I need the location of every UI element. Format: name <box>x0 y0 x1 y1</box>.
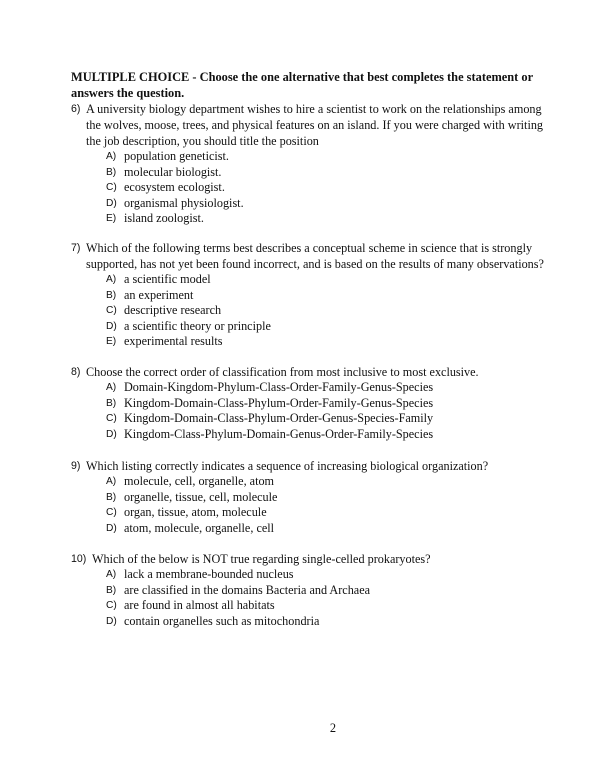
option-c <box>71 505 551 521</box>
option-letter: A) <box>106 382 117 393</box>
option-letter: C) <box>106 600 117 612</box>
option-a <box>71 474 551 490</box>
question-9 <box>71 458 551 536</box>
question-10 <box>71 551 551 629</box>
option-b <box>71 288 551 304</box>
option-letter: B) <box>106 584 117 596</box>
question-text: A university biology department wishes to hire a scientist to work on the relationships among the wolves, moose, trees, and physical features on an island. If you were charged with writing the job description, you should title the position <box>86 102 544 148</box>
question-text: Which of the below is NOT true regarding single-celled prokaryotes? <box>92 552 431 566</box>
option-text: contain organelles such as mitochondria <box>124 613 320 628</box>
option-letter: B) <box>106 397 117 409</box>
question-stem <box>71 551 551 567</box>
question-text: Which listing correctly indicates a sequence of increasing biological organization? <box>86 459 489 473</box>
option-d <box>71 196 551 212</box>
answer-options <box>71 474 551 536</box>
option-letter: D) <box>106 522 117 534</box>
option-a <box>71 380 551 396</box>
question-stem <box>71 364 551 380</box>
option-text: population geneticist. <box>124 149 229 163</box>
option-c <box>71 411 551 427</box>
option-d <box>71 614 551 630</box>
option-text: Kingdom-Class-Phylum-Domain-Genus-Order-Family-Species <box>124 426 434 441</box>
question-stem <box>71 101 551 149</box>
option-d <box>71 319 551 335</box>
option-letter: C) <box>106 182 117 194</box>
option-b <box>71 165 551 181</box>
option-text: Kingdom-Domain-Class-Phylum-Order-Family-Genus-Species <box>124 395 434 410</box>
question-number: 10) <box>71 553 87 565</box>
option-text: molecule, cell, organelle, atom <box>124 474 275 488</box>
option-text: lack a membrane-bounded nucleus <box>124 567 294 581</box>
option-d <box>71 521 551 537</box>
option-letter: A) <box>106 476 117 487</box>
option-letter: A) <box>106 569 117 580</box>
option-text: ecosystem ecologist. <box>124 180 225 195</box>
option-text: an experiment <box>124 287 194 302</box>
option-text: organismal physiologist. <box>124 195 244 210</box>
answer-options <box>71 149 551 227</box>
option-c <box>71 303 551 319</box>
question-number: 6) <box>71 103 81 115</box>
option-text: experimental results <box>124 334 223 349</box>
option-letter: A) <box>106 274 117 285</box>
option-c <box>71 598 551 614</box>
option-letter: C) <box>106 305 117 317</box>
question-8 <box>71 364 551 442</box>
option-a <box>71 272 551 288</box>
option-letter: B) <box>106 491 117 503</box>
question-7 <box>71 240 551 350</box>
option-letter: C) <box>106 507 117 519</box>
option-letter: A) <box>106 151 117 162</box>
option-text: Kingdom-Domain-Class-Phylum-Order-Genus-Species-Family <box>124 411 434 426</box>
option-text: Domain-Kingdom-Phylum-Class-Order-Family-Genus-Species <box>124 380 434 394</box>
option-text: a scientific model <box>124 272 211 286</box>
option-d <box>71 427 551 443</box>
question-number: 9) <box>71 460 81 472</box>
question-stem <box>71 458 551 474</box>
option-letter: D) <box>106 197 117 209</box>
option-a <box>71 149 551 165</box>
question-6 <box>71 101 551 227</box>
option-e <box>71 211 551 227</box>
answer-options <box>71 567 551 629</box>
option-text: molecular biologist. <box>124 164 222 179</box>
question-number: 7) <box>71 242 81 254</box>
question-text: Choose the correct order of classification from most inclusive to most exclusive. <box>86 365 479 379</box>
option-a <box>71 567 551 583</box>
answer-options <box>71 272 551 350</box>
option-letter: C) <box>106 413 117 425</box>
option-text: atom, molecule, organelle, cell <box>124 520 275 535</box>
option-text: organ, tissue, atom, molecule <box>124 505 267 520</box>
option-text: are found in almost all habitats <box>124 598 275 613</box>
option-text: a scientific theory or principle <box>124 318 271 333</box>
option-b <box>71 396 551 412</box>
option-text: island zoologist. <box>124 211 204 226</box>
option-letter: D) <box>106 428 117 440</box>
option-b <box>71 583 551 599</box>
question-number: 8) <box>71 366 81 378</box>
answer-options <box>71 380 551 442</box>
option-e <box>71 334 551 350</box>
option-letter: B) <box>106 166 117 178</box>
option-letter: E) <box>106 336 117 348</box>
option-letter: B) <box>106 289 117 301</box>
page-number: 2 <box>329 721 337 735</box>
option-letter: D) <box>106 615 117 627</box>
option-text: are classified in the domains Bacteria and Archaea <box>124 582 371 597</box>
option-text: organelle, tissue, cell, molecule <box>124 489 278 504</box>
question-stem <box>71 240 551 272</box>
option-text: descriptive research <box>124 303 222 318</box>
section-heading: MULTIPLE CHOICE - Choose the one alternative that best completes the statement or answers the question. <box>71 70 533 100</box>
option-c <box>71 180 551 196</box>
option-b <box>71 490 551 506</box>
option-letter: D) <box>106 320 117 332</box>
option-letter: E) <box>106 213 117 225</box>
question-text: Which of the following terms best describes a conceptual scheme in science that is strongly supported, has not yet been found incorrect, and is based on the results of many observations? <box>86 241 544 271</box>
